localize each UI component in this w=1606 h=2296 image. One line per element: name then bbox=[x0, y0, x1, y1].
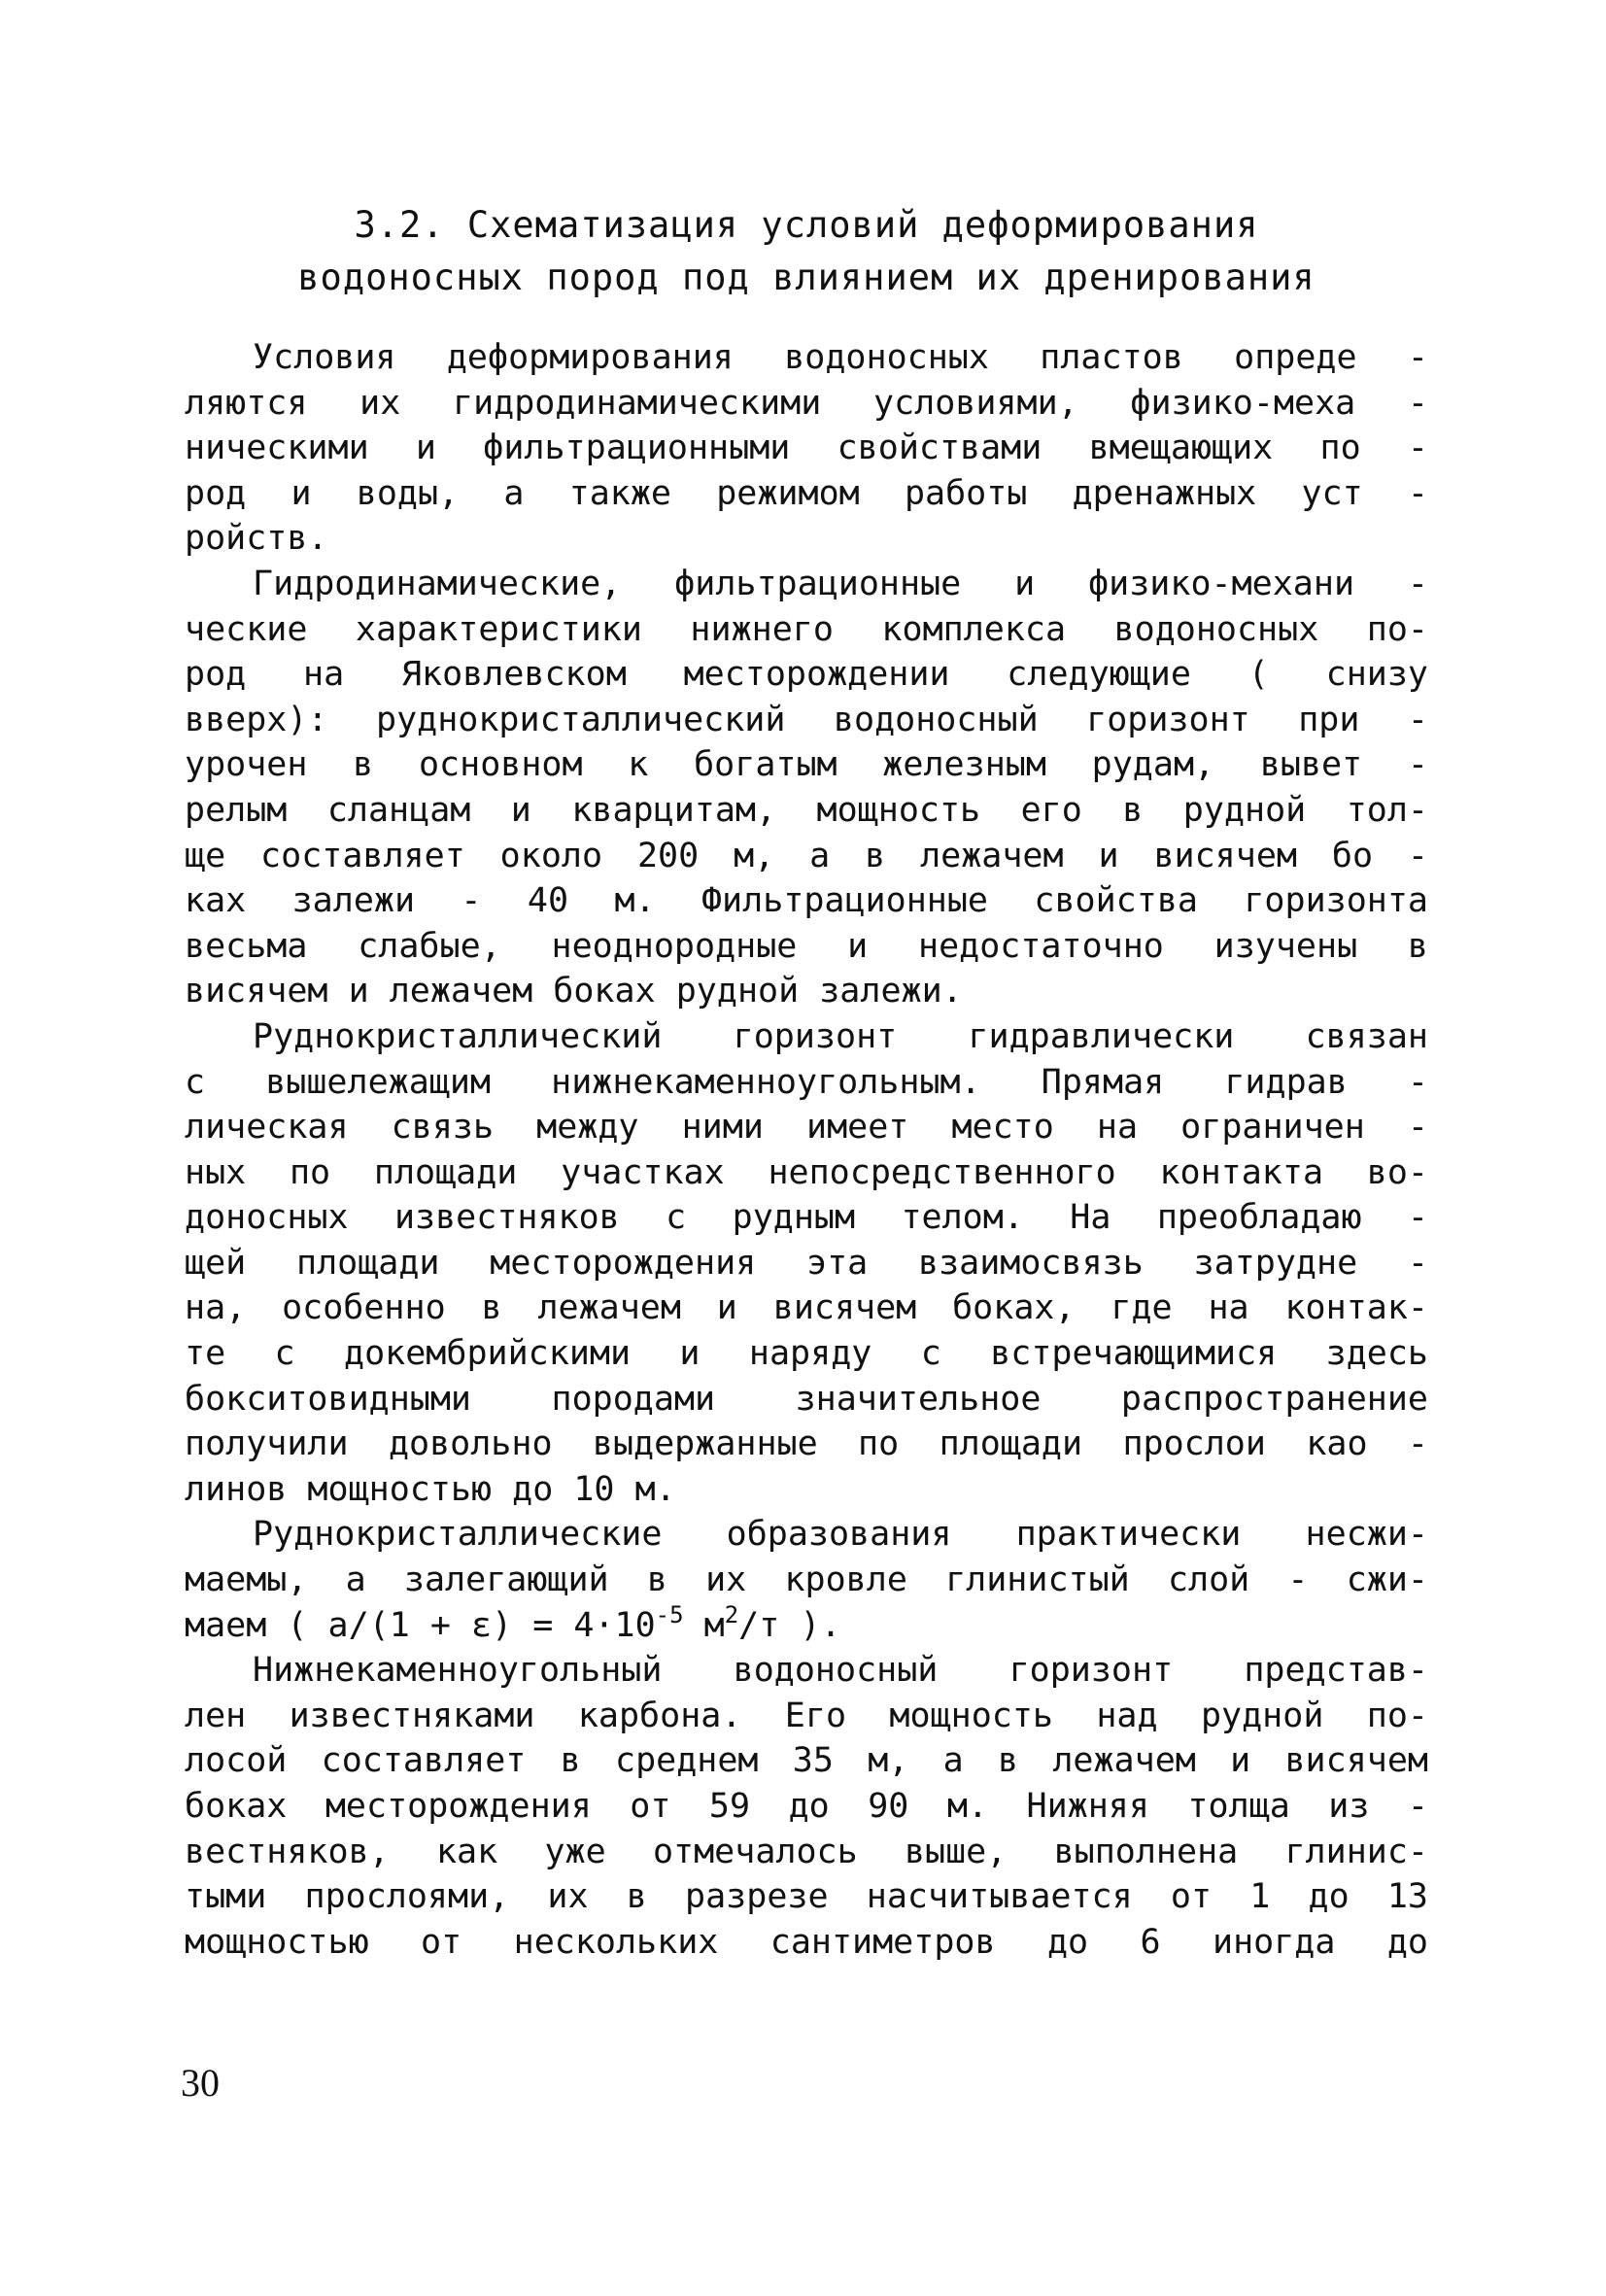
text-line: на, особенно в лежачем и висячем боках, где на контак- bbox=[185, 1288, 1428, 1328]
text-line: щей площади месторождения эта взаимосвязь затрудне - bbox=[185, 1243, 1428, 1283]
text-line: бокситовидными породами значительное распространение bbox=[185, 1379, 1428, 1419]
text-line: доносных известняков с рудным телом. На преобладаю - bbox=[185, 1198, 1428, 1238]
text-line: лосой составляет в среднем 35 м, а в лежачем и висячем bbox=[185, 1741, 1428, 1781]
section-title-line-1: 3.2. Схематизация условий деформирования bbox=[354, 204, 1259, 246]
text-line: ках залежи - 40 м. Фильтрационные свойства горизонта bbox=[185, 881, 1428, 921]
text-line: боках месторождения от 59 до 90 м. Нижняя толща из - bbox=[185, 1787, 1428, 1826]
text-line: Руднокристаллический горизонт гидравлически связан bbox=[253, 1016, 1428, 1056]
text-line: Гидродинамические, фильтрационные и физико-механи - bbox=[253, 564, 1428, 603]
formula-unit: м bbox=[683, 1605, 725, 1645]
paragraph-2 bbox=[185, 562, 1428, 1014]
text-line: род и воды, а также режимом работы дренажных уст - bbox=[185, 473, 1428, 513]
text-line: лическая связь между ними имеет место на ограничен - bbox=[185, 1108, 1428, 1148]
text-line: ройств. bbox=[185, 519, 328, 559]
text-line: Условия деформирования водоносных пластов опреде - bbox=[253, 338, 1428, 377]
body-text bbox=[185, 335, 1428, 1965]
paragraph-3 bbox=[185, 1014, 1428, 1513]
text-line: лен известняками карбона. Его мощность над рудной по- bbox=[185, 1696, 1428, 1735]
section-title-line-2: водоносных пород под влиянием их дренирования bbox=[297, 257, 1316, 298]
text-line: ляются их гидродинамическими условиями, физико-меха - bbox=[185, 383, 1428, 423]
text-line: те с докембрийскими и наряду с встречающимися здесь bbox=[185, 1334, 1428, 1374]
text-line: мощностью от нескольких сантиметров до 6 иногда до bbox=[185, 1922, 1428, 1962]
text-line: ническими и фильтрационными свойствами вмещающих по - bbox=[185, 428, 1428, 468]
text-line: линов мощностью до 10 м. bbox=[185, 1469, 676, 1509]
text-line: урочен в основном к богатым железным рудам, вывет - bbox=[185, 745, 1428, 785]
text-line: ных по площади участках непосредственного контакта во- bbox=[185, 1152, 1428, 1192]
formula-unit-exponent: 2 bbox=[724, 1600, 739, 1628]
text-line: Нижнекаменноугольный водоносный горизонт представ- bbox=[253, 1651, 1428, 1691]
text-line: ще составляет около 200 м, а в лежачем и висячем бо - bbox=[185, 836, 1428, 875]
paragraph-4 bbox=[185, 1512, 1428, 1648]
text-line: висячем и лежачем боках рудной залежи. bbox=[185, 972, 963, 1011]
text-line: получили довольно выдержанные по площади прослои као - bbox=[185, 1424, 1428, 1464]
text-line: Руднокристаллические образования практически несжи- bbox=[253, 1515, 1428, 1555]
text-line: маемы, а залегающий в их кровле глинистый слой - сжи- bbox=[185, 1560, 1428, 1600]
text-line: релым сланцам и кварцитам, мощность его в рудной тол- bbox=[185, 790, 1428, 830]
page-number: 30 bbox=[181, 2061, 220, 2105]
formula-prefix: маем ( a/(1 + ε) = 4·10 bbox=[185, 1605, 656, 1645]
paragraph-5 bbox=[185, 1648, 1428, 1965]
section-title bbox=[175, 199, 1438, 304]
formula-line bbox=[185, 1600, 1428, 1649]
text-line: весьма слабые, неоднородные и недостаточно изучены в bbox=[185, 926, 1428, 966]
text-line: с вышележащим нижнекаменноугольным. Прямая гидрав - bbox=[185, 1062, 1428, 1102]
text-line: род на Яковлевском месторождении следующие ( снизу bbox=[185, 655, 1428, 695]
text-line: вверх): руднокристаллический водоносный горизонт при - bbox=[185, 700, 1428, 739]
text-line: ческие характеристики нижнего комплекса водоносных по- bbox=[185, 609, 1428, 649]
text-line: вестняков, как уже отмечалось выше, выполнена глинис- bbox=[185, 1832, 1428, 1871]
text-line: тыми прослоями, их в разрезе насчитывается от 1 до 13 bbox=[185, 1877, 1428, 1917]
formula-suffix: /т ). bbox=[738, 1605, 841, 1645]
formula-exponent: -5 bbox=[655, 1600, 684, 1628]
paragraph-1 bbox=[185, 335, 1428, 562]
